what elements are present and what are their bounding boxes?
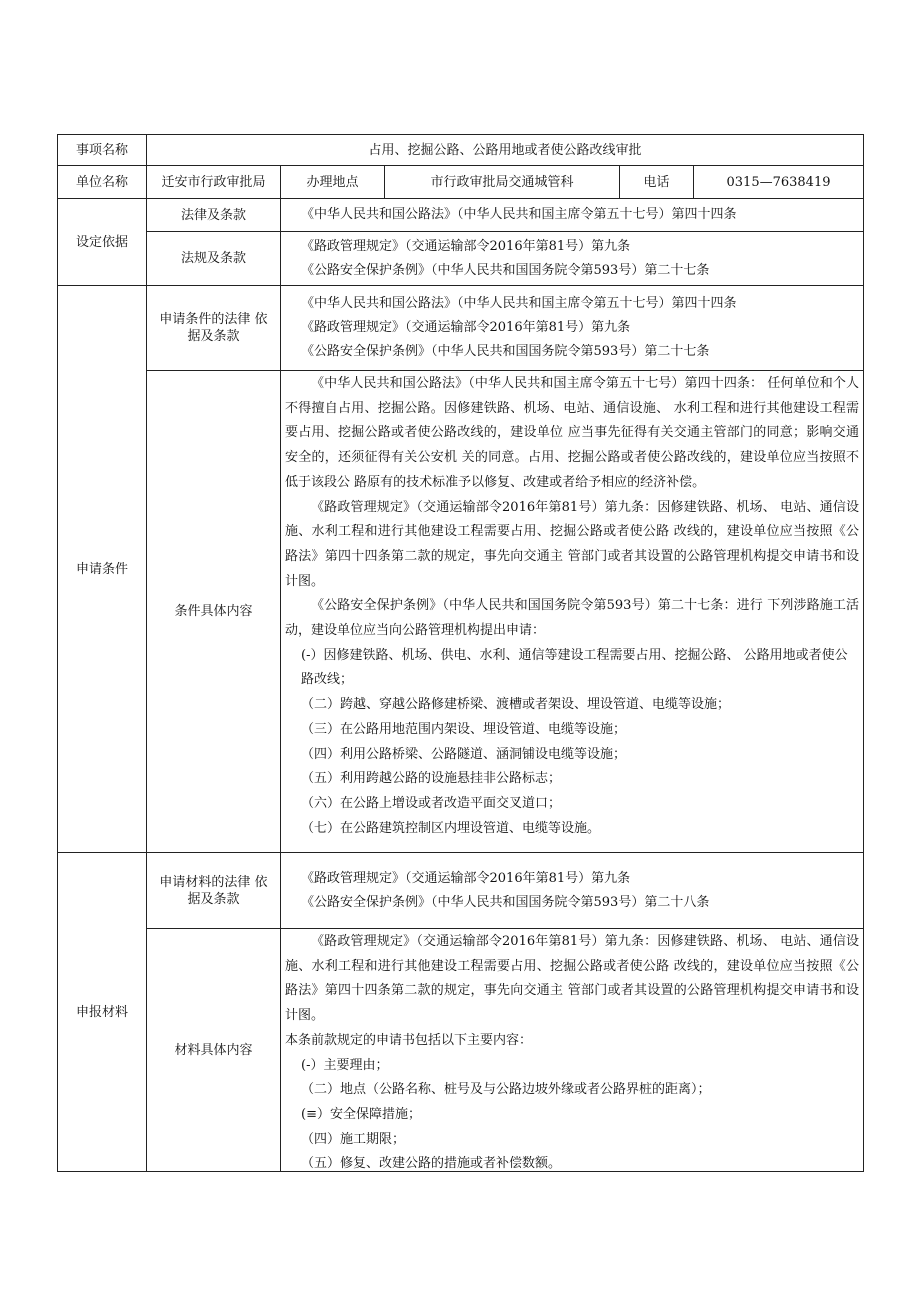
materials-item: (≡）安全保障措施； [301,1106,421,1122]
conditions-legal-refs [281,286,864,371]
conditions-legal-ref: 《路政管理规定》（交通运输部令2016年第81号）第九条 [301,320,631,335]
conditions-detail-content [281,371,864,853]
item-name-value: 占用、挖掘公路、公路用地或者使公路改线审批 [147,135,864,166]
conditions-legal-ref: 《公路安全保护条例》（中华人民共和国国务院令第593号）第二十七条 [301,344,710,359]
reg-ref: 《路政管理规定》（交通运输部令2016年第81号）第九条 [301,238,631,254]
materials-detail-row [58,929,864,1172]
conditions-item: (-）因修建铁路、机场、供电、水利、通信等建设工程需要占用、挖掘公路、 公路用地或者使公路改线； [301,647,848,688]
conditions-detail-row [58,371,864,853]
materials-legal-ref: 《公路安全保护条例》（中华人民共和国国务院令第593号）第二十八条 [301,894,710,910]
conditions-legal-ref: 《中华人民共和国公路法》（中华人民共和国主席令第五十七号）第四十四条 [301,296,737,311]
item-name-row [58,135,864,166]
conditions-legal-row [58,286,864,371]
materials-item: (-）主要理由； [301,1057,389,1073]
basis-law-row [58,199,864,232]
materials-item: （四）施工期限； [301,1131,406,1147]
phone-value: 0315—7638419 [694,166,864,199]
conditions-legal-label: 申请条件的法律 依据及条款 [147,286,281,371]
materials-paragraph: 《路政管理规定》（交通运输部令2016年第81号）第九条：因修建铁路、机场、 电站、通信设施、水利工程和进行其他建设工程需要占用、挖掘公路或者使公路 改线的，建设单位应当按照《公路法》第四十四条第二款的规定，事先向交通主 管部门或者其设置的公路管理机构提交申请书和设计图。 [285,934,860,1024]
law-ref: 《中华人民共和国公路法》（中华人民共和国主席令第五十七号）第四十四条 [301,207,737,222]
conditions-paragraph: 《公路安全保护条例》（中华人民共和国国务院令第593号）第二十七条：进行 下列涉路施工活动，建设单位应当向公路管理机构提出申请： [285,598,860,639]
materials-legal-refs [281,853,864,929]
conditions-item: （五）利用跨越公路的设施悬挂非公路标志； [301,771,562,787]
approval-info-table [57,134,864,1172]
conditions-paragraph: 《中华人民共和国公路法》（中华人民共和国主席令第五十七号）第四十四条： 任何单位和个人不得擅自占用、挖掘公路。因修建铁路、机场、电站、通信设施、 水利工程和进行其他建设工程需要占用、挖掘公路或者使公路改线的，建设单位 应当事先征得有关交通主管部门的同意；影响交通安全的，还须征得有关公安机 关的同意。占用、挖掘公路或者使公路改线的，建设单位应当按照不低于该段公 路原有的技术标准予以修复、改建或者给予相应的经济补偿。 [285,376,860,490]
law-label: 法律及条款 [147,199,281,232]
reg-refs [281,232,864,286]
conditions-item: （四）利用公路桥梁、公路隧道、涵洞铺设电缆等设施； [301,746,627,762]
materials-item: （二）地点（公路名称、桩号及与公路边坡外缘或者公路界桩的距离）； [301,1082,711,1098]
conditions-item: （三）在公路用地范围内架设、埋设管道、电缆等设施； [301,721,627,737]
location-label: 办理地点 [281,166,385,199]
conditions-label: 申请条件 [58,286,147,853]
reg-label: 法规及条款 [147,232,281,286]
materials-label: 申报材料 [58,853,147,1172]
law-refs [281,199,864,232]
unit-row [58,166,864,199]
location-value: 市行政审批局交通城管科 [385,166,620,199]
basis-label: 设定依据 [58,199,147,286]
unit-name-label: 单位名称 [58,166,147,199]
conditions-paragraph: 《路政管理规定》（交通运输部令2016年第81号）第九条：因修建铁路、机场、 电站、通信设施、水利工程和进行其他建设工程需要占用、挖掘公路或者使公路 改线的，建设单位应当按照《公路法》第四十四条第二款的规定，事先向交通主 管部门或者其设置的公路管理机构提交申请书和设计图。 [285,499,860,589]
phone-label: 电话 [620,166,694,199]
conditions-item: （二）跨越、穿越公路修建桥梁、渡槽或者架设、埋设管道、电缆等设施； [301,697,731,713]
item-name-label: 事项名称 [58,135,147,166]
materials-item: （五）修复、改建公路的措施或者补偿数额。 [301,1156,562,1170]
unit-name-value: 迁安市行政审批局 [147,166,281,199]
document-page [57,134,863,1172]
basis-reg-row [58,232,864,286]
materials-detail-label: 材料具体内容 [147,929,281,1172]
conditions-detail-label: 条件具体内容 [147,371,281,853]
conditions-item: （七）在公路建筑控制区内埋设管道、电缆等设施。 [301,820,601,836]
materials-legal-ref: 《路政管理规定》（交通运输部令2016年第81号）第九条 [301,870,631,886]
materials-detail-content [281,929,864,1172]
conditions-item: （六）在公路上增设或者改造平面交叉道口； [301,795,562,811]
reg-ref: 《公路安全保护条例》（中华人民共和国国务院令第593号）第二十七条 [301,262,710,278]
materials-legal-label: 申请材料的法律 依据及条款 [147,853,281,929]
materials-intro: 本条前款规定的申请书包括以下主要内容： [285,1032,533,1048]
materials-legal-row [58,853,864,929]
